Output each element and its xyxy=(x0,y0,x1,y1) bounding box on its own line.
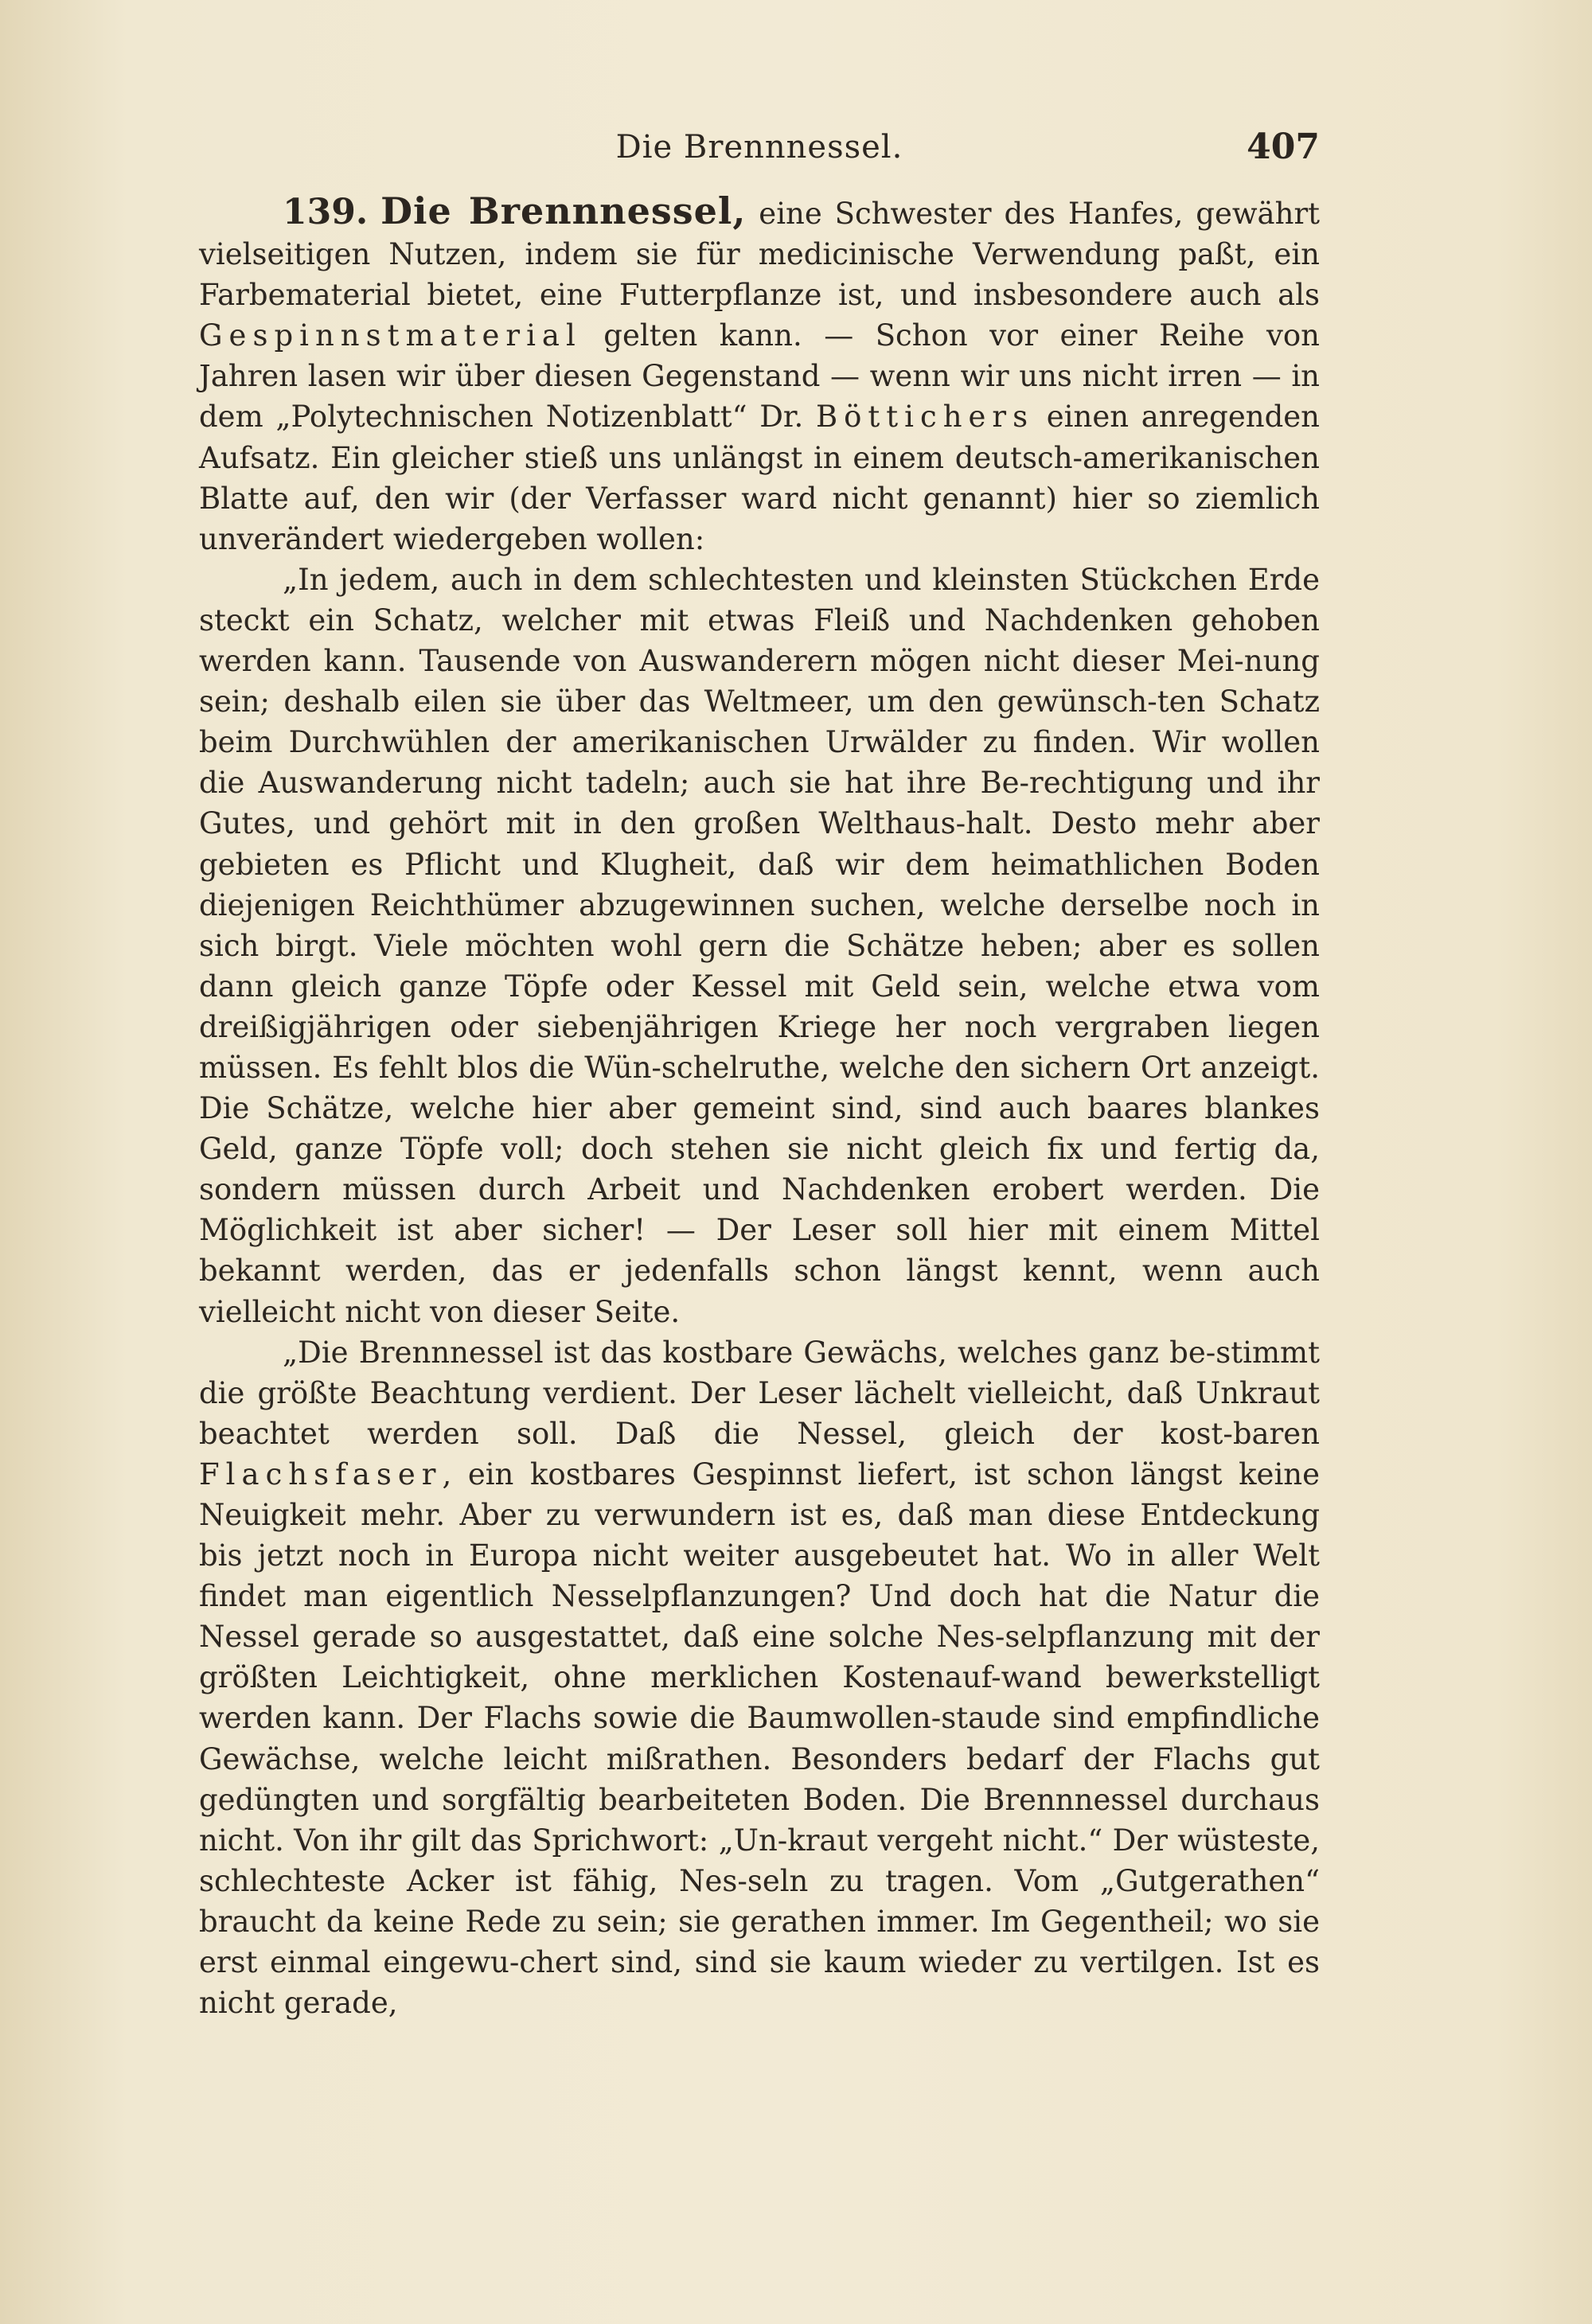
paragraph-3-text-b: , ein kostbares Gespinnst liefert, ist schon längst keine Neuigkeit mehr. Aber zu verwundern ist es, daß man diese Entdeckung bis jetzt noch in Europa nicht weiter ausgebeutet hat. Wo in aller Welt findet man eigentlich Nesselpflanzungen? Und doch hat die Natur die Nessel gerade so ausgestattet, daß eine solche Nes-selpflanzung mit der größten Leichtigkeit, ohne merklichen Kostenauf-wand bewerkstelligt werden kann. Der Flachs sowie die Baumwollen-staude sind empfindliche Gewächse, welche leicht mißrathen. Besonders bedarf der Flachs gut gedüngten und sorgfältig bearbeiteten Boden. Die Brennnessel durchaus nicht. Von ihr gilt das Sprichwort: „Un-kraut vergeht nicht.“ Der wüsteste, schlechteste Acker ist fähig, Nes-seln zu tragen. Vom „Gutgerathen“ braucht da keine Rede zu sein; sie gerathen immer. Im Gegentheil; wo sie erst einmal eingewu-chert sind, sind sie kaum wieder zu vertilgen. Ist es nicht gerade, xyxy=(199,1456,1320,2021)
paragraph-2: „In jedem, auch in dem schlechtesten und kleinsten Stückchen Erde steckt ein Schatz, welcher mit etwas Fleiß und Nachdenken gehoben werden kann. Tausende von Auswanderern mögen nicht dieser Mei-nung sein; deshalb eilen sie über das Weltmeer, um den gewünsch-ten Schatz beim Durchwühlen der amerikanischen Urwälder zu finden. Wir wollen die Auswanderung nicht tadeln; auch sie hat ihre Be-rechtigung und ihr Gutes, und gehört mit in den großen Welthaus-halt. Desto mehr aber gebieten es Pflicht und Klugheit, daß wir dem heimathlichen Boden diejenigen Reichthümer abzugewinnen suchen, welche derselbe noch in sich birgt. Viele möchten wohl gern die Schätze heben; aber es sollen dann gleich ganze Töpfe oder Kessel mit Geld sein, welche etwa vom dreißigjährigen oder siebenjährigen Kriege her noch vergraben liegen müssen. Es fehlt blos die Wün-schelruthe, welche den sichern Ort anzeigt. Die Schätze, welche hier aber gemeint sind, sind auch baares blankes Geld, ganze Töpfe voll; doch stehen sie nicht gleich fix und fertig da, sondern müssen durch Arbeit und Nachdenken erobert werden. Die Möglichkeit ist aber sicher! — Der Leser soll hier mit einem Mittel bekannt werden, das er jedenfalls schon längst kennt, wenn auch vielleicht nicht von dieser Seite. xyxy=(199,562,1320,1329)
section-number: 139. xyxy=(283,192,369,232)
section-title: Die Brennnessel, xyxy=(380,189,747,232)
running-head: Die Brennnessel. xyxy=(615,129,903,166)
body-text xyxy=(199,191,1320,2023)
paragraph-3 xyxy=(199,1332,1320,2024)
paragraph-1-text-b: gelten kann. — Schon vor einer Reihe von Jahren lasen wir über diesen Gegenstand — wenn wir uns nicht irren — in dem „Polytechnischen Notizenblatt“ Dr. xyxy=(199,318,1320,435)
page-header xyxy=(199,119,1320,175)
paragraph-1-text-a: eine Schwester des Hanfes, gewährt vielseitigen Nutzen, indem sie für medicinische Verwendung paßt, ein Farbematerial bietet, eine Futterpflanze ist, und insbesondere auch als xyxy=(199,197,1321,313)
spaced-term-flachsfaser: Flachsfaser xyxy=(199,1456,443,1491)
page-number: 407 xyxy=(1247,127,1320,167)
paragraph-1-text-c: einen anregenden Aufsatz. Ein gleicher stieß uns unlängst in einem deutsch-amerikanischen Blatte auf, den wir (der Verfasser ward nicht genannt) hier so ziemlich unverändert wiedergeben wollen: xyxy=(199,400,1320,556)
spaced-name-boettichers: Böttichers xyxy=(815,400,1035,435)
spaced-term-gespinnstmaterial: Gespinnstmaterial xyxy=(199,318,582,353)
paragraph-1 xyxy=(199,191,1320,560)
paragraph-3-text-a: „Die Brennnessel ist das kostbare Gewächs, welches ganz be-stimmt die größte Beachtung verdient. Der Leser lächelt vielleicht, daß Unkraut beachtet werden soll. Daß die Nessel, gleich der kost-baren xyxy=(199,1335,1320,1451)
